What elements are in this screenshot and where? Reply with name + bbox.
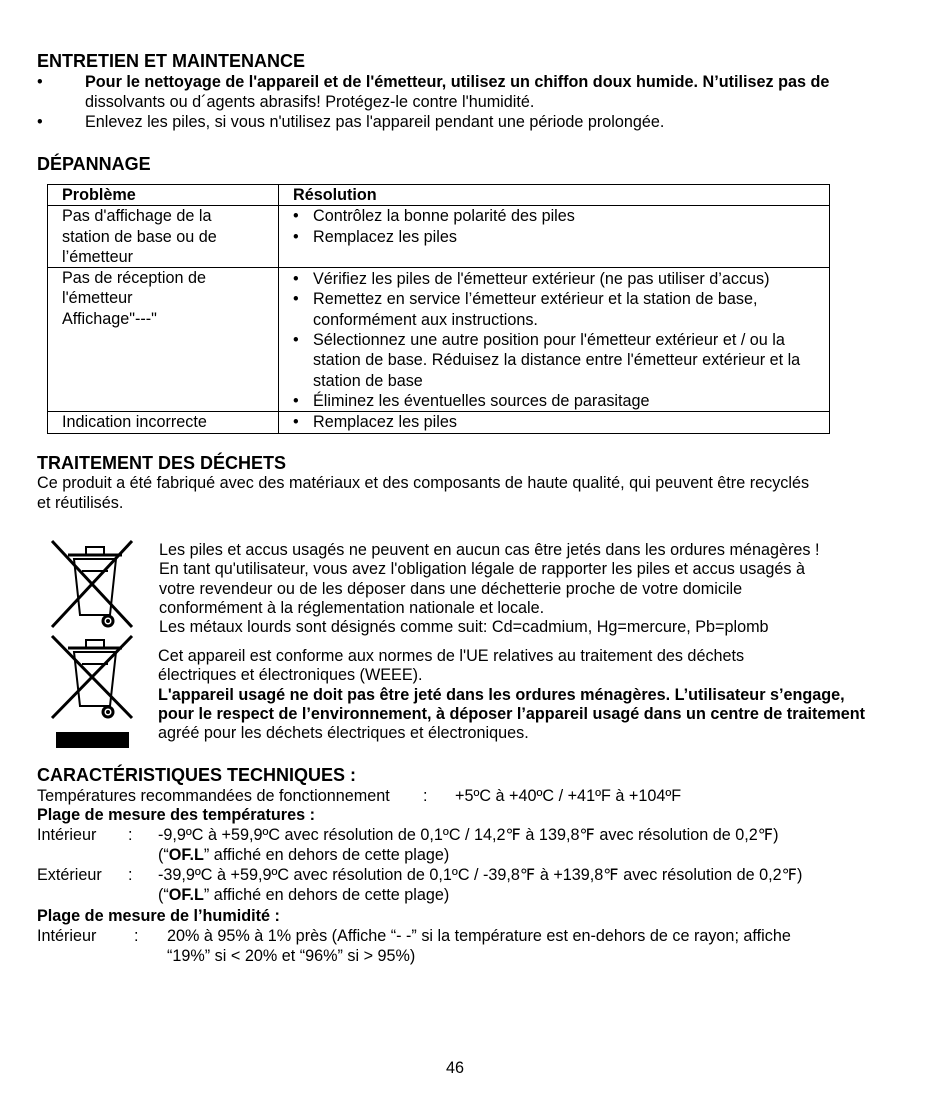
ofl-note-text: ” affiché en dehors de cette plage) xyxy=(203,846,450,864)
maintenance-item xyxy=(37,72,877,112)
battery-text-line: conformément à la réglementation nationale et locale. xyxy=(159,598,545,617)
weee-text-line: agréé pour les déchets électriques et électroniques. xyxy=(158,724,529,743)
table-row xyxy=(48,268,830,412)
weee-black-bar xyxy=(56,732,129,748)
section-title-maintenance: ENTRETIEN ET MAINTENANCE xyxy=(37,51,306,71)
spec-value: -39,9ºC à +59,9ºC avec résolution de 0,1ºC / -39,8℉ à +139,8℉ avec résolution de 0,2℉) xyxy=(158,866,803,884)
spec-subtitle-humidity: Plage de mesure de l’humidité : xyxy=(37,907,280,925)
ofl-code: OF.L xyxy=(168,846,204,864)
spec-value: +5ºC à +40ºC / +41ºF à +104ºF xyxy=(455,787,682,805)
battery-text-line: En tant qu'utilisateur, vous avez l'obligation légale de rapporter les piles et accus usagés à xyxy=(159,560,805,579)
battery-text-line: Les piles et accus usagés ne peuvent en aucun cas être jetés dans les ordures ménagères ! xyxy=(159,541,820,559)
spec-humidity xyxy=(37,926,917,966)
resolution-cell xyxy=(279,412,830,433)
maintenance-item-text: dissolvants ou d´agents abrasifs! Protégez-le contre l'humidité. xyxy=(85,93,535,111)
spec-subtitle-temp-range: Plage de mesure des températures : xyxy=(37,806,316,824)
spec-label: Intérieur xyxy=(37,826,97,844)
problem-line: Pas d'affichage de la xyxy=(62,207,212,226)
maintenance-item-text: Enlevez les piles, si vous n'utilisez pas l'appareil pendant une période prolongée. xyxy=(85,113,665,131)
table-header-row xyxy=(48,185,830,206)
weee-text-line: électriques et électroniques (WEEE). xyxy=(158,666,423,685)
section-title-waste: TRAITEMENT DES DÉCHETS xyxy=(37,453,287,473)
spec-value: “19%” si < 20% et “96%” si > 95%) xyxy=(167,947,416,965)
maintenance-item-text: Pour le nettoyage de l'appareil et de l'émetteur, utilisez un chiffon doux humide. N’utilisez pas de xyxy=(85,73,830,91)
troubleshooting-table xyxy=(47,184,830,434)
resolution-item: • Remettez en service l’émetteur extérieur et la station de base, conformément aux instructions. xyxy=(293,289,829,330)
waste-intro xyxy=(37,473,917,513)
ofl-note-text: ” affiché en dehors de cette plage) xyxy=(203,886,450,904)
bullet: • xyxy=(37,113,43,131)
resolution-item: • Contrôlez la bonne polarité des piles xyxy=(293,206,829,226)
page-number: 46 xyxy=(445,1059,464,1077)
weee-text-line: Cet appareil est conforme aux normes de l'UE relatives au traitement des déchets xyxy=(158,647,745,665)
spec-colon: : xyxy=(423,787,428,805)
spec-outdoor-temp xyxy=(37,865,917,905)
ofl-note xyxy=(158,885,449,905)
resolution-item: • Remplacez les piles xyxy=(293,227,829,247)
battery-disposal-text xyxy=(159,541,919,637)
spec-value: -9,9ºC à +59,9ºC avec résolution de 0,1ºC / 14,2℉ à 139,8℉ avec résolution de 0,2℉) xyxy=(158,826,779,844)
problem-line: l'émetteur xyxy=(62,289,133,308)
problem-cell xyxy=(48,206,279,268)
bullet: • xyxy=(37,73,43,91)
weee-text-line: L'appareil usagé ne doit pas être jeté dans les ordures ménagères. L’utilisateur s’engage, xyxy=(158,685,845,704)
crossed-bin-weee-icon xyxy=(48,632,138,724)
table-row xyxy=(48,206,830,268)
battery-text-line: votre revendeur ou de les déposer dans une déchetterie proche de votre domicile xyxy=(159,579,743,598)
resolution-item: • Éliminez les éventuelles sources de parasitage xyxy=(293,391,829,411)
weee-disposal-text xyxy=(158,647,918,743)
table-row xyxy=(48,412,830,433)
problem-cell xyxy=(48,412,279,433)
battery-text-line: Les métaux lourds sont désignés comme suit: Cd=cadmium, Hg=mercure, Pb=plomb xyxy=(159,618,769,637)
problem-line: Affichage"---" xyxy=(62,309,157,328)
spec-operating-temp xyxy=(37,786,917,806)
ofl-code: OF.L xyxy=(168,886,204,904)
spec-colon: : xyxy=(128,826,133,844)
problem-cell xyxy=(48,268,279,412)
waste-intro-line: et réutilisés. xyxy=(37,494,124,512)
problem-line: Pas de réception de xyxy=(62,269,206,288)
problem-line: Indication incorrecte xyxy=(62,413,207,432)
ofl-open-quote: (“ xyxy=(158,886,169,904)
resolution-item: • Remplacez les piles xyxy=(293,412,829,432)
section-title-specs: CARACTÉRISTIQUES TECHNIQUES : xyxy=(37,765,357,785)
spec-indoor-temp xyxy=(37,825,917,865)
spec-label: Intérieur xyxy=(37,927,97,945)
resolution-cell xyxy=(279,206,830,268)
spec-colon: : xyxy=(128,866,133,884)
ofl-open-quote: (“ xyxy=(158,846,169,864)
maintenance-item xyxy=(37,112,877,132)
col-header-resolution: Résolution xyxy=(279,185,830,206)
section-title-troubleshooting: DÉPANNAGE xyxy=(37,154,151,174)
col-header-problem: Problème xyxy=(48,185,279,206)
resolution-item: • Vérifiez les piles de l'émetteur extérieur (ne pas utiliser d’accus) xyxy=(293,269,829,289)
resolution-cell xyxy=(279,268,830,412)
resolution-item: • Sélectionnez une autre position pour l'émetteur extérieur et / ou la station de base. Réduisez la distance entre l'émetteur extérieur et la station de base xyxy=(293,330,829,391)
problem-line: l’émetteur xyxy=(62,247,134,266)
spec-value: 20% à 95% à 1% près (Affiche “- -” si la température est en-dehors de ce rayon; affiche xyxy=(167,927,791,945)
problem-line: station de base ou de xyxy=(62,227,217,246)
waste-intro-line: Ce produit a été fabriqué avec des matériaux et des composants de haute qualité, qui peuvent être recyclés xyxy=(37,474,810,492)
crossed-bin-battery-icon xyxy=(48,537,138,637)
spec-label: Extérieur xyxy=(37,866,102,884)
spec-colon: : xyxy=(134,927,139,945)
weee-text-line: pour le respect de l’environnement, à déposer l’appareil usagé dans un centre de traitement xyxy=(158,704,866,723)
ofl-note xyxy=(158,845,449,865)
spec-label: Températures recommandées de fonctionnement xyxy=(37,787,390,805)
